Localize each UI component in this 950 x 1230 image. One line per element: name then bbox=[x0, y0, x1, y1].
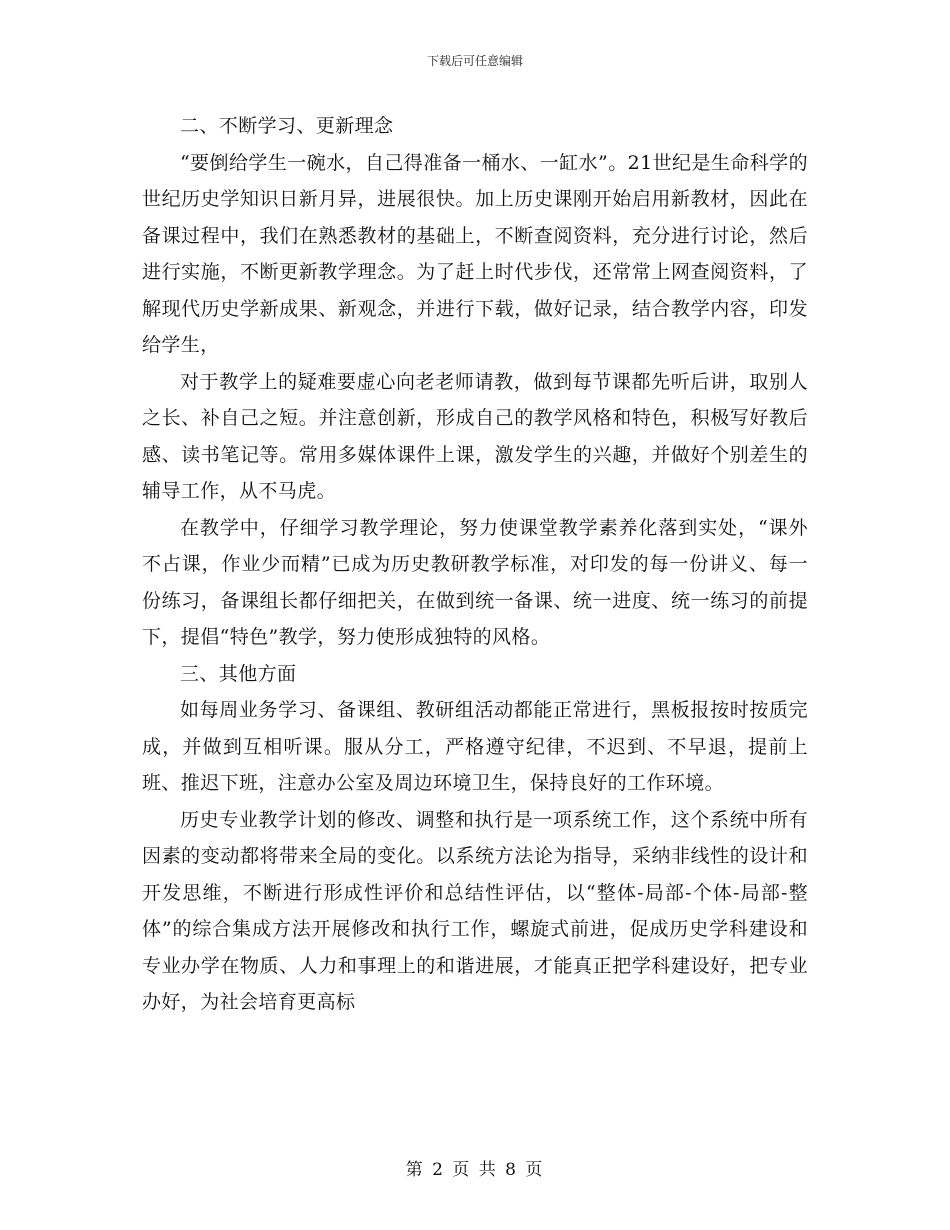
page-header-note: 下载后可任意编辑 bbox=[426, 54, 523, 68]
section-heading-3: 三、其他方面 bbox=[180, 662, 297, 685]
paragraph-1: “要倒给学生一碗水，自己得准备一桶水、一缸水”。21世纪是生命科学的世纪历史学知识日新月异，进展很快。加上历史课刚开始启用新教材，因此在备课过程中，我们在熟悉教材的基础上，不断查阅资料，充分进行讨论，然后进行实施，不断更新教学理念。为了赶上时代步伐，还常常上网查阅资料，了解现代历史学新成果、新观念，并进行下载，做好记录，结合教学内容，印发给学生， bbox=[142, 151, 808, 356]
paragraph-2: 对于教学上的疑难要虚心向老老师请教，做到每节课都先听后讲，取别人之长、补自己之短。并注意创新，形成自己的教学风格和特色，积极写好教后感、读书笔记等。常用多媒体课件上课，激发学生的兴趣，并做好个别差生的辅导工作，从不马虎。 bbox=[142, 370, 808, 502]
paragraph-4: 如每周业务学习、备课组、教研组活动都能正常进行，黑板报按时按质完成，并做到互相听课。服从分工，严格遵守纪律，不迟到、不早退，提前上班、推迟下班，注意办公室及周边环境卫生，保持良好的工作环境。 bbox=[142, 699, 808, 794]
page-number: 第 2 页 共 8 页 bbox=[405, 1160, 545, 1180]
section-heading-2: 二、不断学习、更新理念 bbox=[180, 115, 394, 137]
paragraph-5: 历史专业教学计划的修改、调整和执行是一项系统工作，这个系统中所有因素的变动都将带来全局的变化。以系统方法论为指导，采纳非线性的设计和开发思维，不断进行形成性评价和总结性评估，以“整体-局部-个体-局部-整体”的综合集成方法开展修改和执行工作，螺旋式前进，促成历史学科建设和专业办学在物质、人力和事理上的和谐进展，才能真正把学科建设好，把专业办好，为社会培育更高标 bbox=[142, 808, 808, 1013]
document-body bbox=[142, 108, 808, 1021]
paragraph-3: 在教学中，仔细学习教学理论，努力使课堂教学素养化落到实处，“课外不占课，作业少而精”已成为历史教研教学标准，对印发的每一份讲义、每一份练习，备课组长都仔细把关，在做到统一备课、统一进度、统一练习的前提下，提倡“特色”教学，努力使形成独特的风格。 bbox=[142, 516, 808, 648]
